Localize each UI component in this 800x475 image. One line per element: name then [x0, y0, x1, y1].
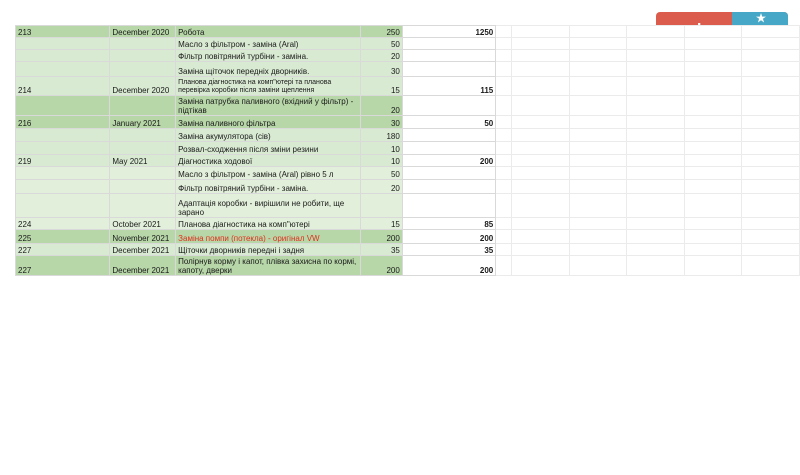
empty-cell[interactable] — [496, 129, 512, 142]
cell-record-id[interactable] — [16, 180, 110, 194]
empty-cell[interactable] — [684, 26, 742, 38]
empty-cell[interactable] — [569, 194, 627, 218]
empty-cell[interactable] — [627, 26, 685, 38]
cell-price[interactable]: 200 — [361, 256, 403, 276]
cell-date[interactable]: December 2020 — [110, 77, 176, 96]
cell-total[interactable]: 1250 — [402, 26, 495, 38]
cell-date[interactable] — [110, 142, 176, 155]
empty-cell[interactable] — [496, 155, 512, 167]
cell-record-id[interactable]: 213 — [16, 26, 110, 38]
table-row — [16, 218, 800, 230]
cell-total[interactable] — [402, 96, 495, 116]
cell-description[interactable]: Фільтр повітряний турбіни - заміна. — [176, 50, 361, 62]
empty-cell[interactable] — [684, 116, 742, 129]
table-row — [16, 77, 800, 96]
empty-cell[interactable] — [742, 116, 800, 129]
empty-cell[interactable] — [627, 256, 685, 276]
cell-date[interactable] — [110, 194, 176, 218]
empty-cell[interactable] — [569, 256, 627, 276]
cell-description[interactable]: Масло з фільтром - заміна (Aral) рівно 5 л — [176, 167, 361, 180]
empty-cell[interactable] — [569, 129, 627, 142]
empty-cell[interactable] — [496, 50, 512, 62]
empty-cell[interactable] — [512, 180, 570, 194]
empty-cell[interactable] — [569, 218, 627, 230]
empty-cell[interactable] — [627, 194, 685, 218]
cell-date[interactable]: November 2021 — [110, 230, 176, 244]
empty-cell[interactable] — [684, 50, 742, 62]
cell-total[interactable] — [402, 129, 495, 142]
empty-cell[interactable] — [496, 256, 512, 276]
cell-price[interactable] — [361, 194, 403, 218]
cell-record-id[interactable]: 214 — [16, 77, 110, 96]
cell-total[interactable]: 200 — [402, 230, 495, 244]
empty-cell[interactable] — [512, 244, 570, 256]
empty-cell[interactable] — [627, 129, 685, 142]
empty-cell[interactable] — [627, 180, 685, 194]
empty-cell[interactable] — [496, 167, 512, 180]
empty-cell[interactable] — [496, 116, 512, 129]
empty-cell[interactable] — [742, 62, 800, 77]
cell-date[interactable] — [110, 50, 176, 62]
cell-record-id[interactable]: 219 — [16, 155, 110, 167]
empty-cell[interactable] — [742, 218, 800, 230]
empty-cell[interactable] — [742, 129, 800, 142]
cell-record-id[interactable] — [16, 194, 110, 218]
empty-cell[interactable] — [496, 38, 512, 50]
empty-cell[interactable] — [627, 218, 685, 230]
cell-record-id[interactable]: 225 — [16, 230, 110, 244]
empty-cell[interactable] — [512, 194, 570, 218]
empty-cell[interactable] — [742, 38, 800, 50]
cell-date[interactable]: December 2021 — [110, 256, 176, 276]
empty-cell[interactable] — [627, 167, 685, 180]
cell-record-id[interactable]: 216 — [16, 116, 110, 129]
empty-cell[interactable] — [569, 180, 627, 194]
empty-cell[interactable] — [512, 96, 570, 116]
cell-total[interactable] — [402, 50, 495, 62]
cell-total[interactable]: 50 — [402, 116, 495, 129]
cell-description[interactable]: Заміна акумулятора (сів) — [176, 129, 361, 142]
empty-cell[interactable] — [496, 77, 512, 96]
cell-total[interactable] — [402, 142, 495, 155]
cell-description[interactable]: Заміна щіточок передніх дворників. — [176, 62, 361, 77]
cell-record-id[interactable]: 227 — [16, 244, 110, 256]
empty-cell[interactable] — [496, 218, 512, 230]
empty-cell[interactable] — [496, 142, 512, 155]
empty-cell[interactable] — [684, 244, 742, 256]
cell-record-id[interactable]: 227 — [16, 256, 110, 276]
cell-date[interactable]: December 2020 — [110, 26, 176, 38]
empty-cell[interactable] — [742, 50, 800, 62]
empty-cell[interactable] — [569, 167, 627, 180]
empty-cell[interactable] — [742, 244, 800, 256]
empty-cell[interactable] — [742, 180, 800, 194]
cell-total[interactable]: 200 — [402, 256, 495, 276]
empty-cell[interactable] — [742, 77, 800, 96]
empty-cell[interactable] — [627, 230, 685, 244]
empty-cell[interactable] — [684, 77, 742, 96]
table-row — [16, 62, 800, 77]
empty-cell[interactable] — [496, 194, 512, 218]
empty-cell[interactable] — [627, 38, 685, 50]
cell-description[interactable]: Полірнув корму і капот, плівка захисна по кормі, капоту, дверки — [176, 256, 361, 276]
cell-description[interactable]: Діагностика ходової — [176, 155, 361, 167]
cell-total[interactable] — [402, 194, 495, 218]
cell-description[interactable]: Розвал-сходження після зміни резини — [176, 142, 361, 155]
cell-record-id[interactable] — [16, 142, 110, 155]
cell-price[interactable]: 35 — [361, 244, 403, 256]
empty-cell[interactable] — [569, 230, 627, 244]
empty-cell[interactable] — [742, 194, 800, 218]
cell-price[interactable]: 15 — [361, 218, 403, 230]
service-history-sheet — [15, 25, 800, 276]
empty-cell[interactable] — [627, 96, 685, 116]
empty-cell[interactable] — [496, 180, 512, 194]
empty-cell[interactable] — [627, 244, 685, 256]
cell-date[interactable] — [110, 129, 176, 142]
empty-cell[interactable] — [684, 230, 742, 244]
cell-price[interactable]: 250 — [361, 26, 403, 38]
cell-date[interactable] — [110, 62, 176, 77]
cell-total[interactable]: 85 — [402, 218, 495, 230]
cell-price[interactable]: 30 — [361, 116, 403, 129]
cell-description[interactable]: Заміна паливного фільтра — [176, 116, 361, 129]
cell-total[interactable] — [402, 38, 495, 50]
cell-record-id[interactable] — [16, 129, 110, 142]
cell-price[interactable]: 15 — [361, 77, 403, 96]
cell-date[interactable]: December 2021 — [110, 244, 176, 256]
empty-cell[interactable] — [512, 218, 570, 230]
cell-record-id[interactable] — [16, 62, 110, 77]
cell-date[interactable] — [110, 167, 176, 180]
empty-cell[interactable] — [684, 96, 742, 116]
cell-description[interactable]: Робота — [176, 26, 361, 38]
cell-total[interactable]: 115 — [402, 77, 495, 96]
empty-cell[interactable] — [684, 129, 742, 142]
empty-cell[interactable] — [569, 244, 627, 256]
empty-cell[interactable] — [627, 155, 685, 167]
table-row — [16, 167, 800, 180]
empty-cell[interactable] — [512, 77, 570, 96]
empty-cell[interactable] — [627, 116, 685, 129]
empty-cell[interactable] — [496, 96, 512, 116]
empty-cell[interactable] — [569, 116, 627, 129]
table-row — [16, 116, 800, 129]
table-row — [16, 256, 800, 276]
cell-total[interactable] — [402, 62, 495, 77]
cell-price[interactable]: 200 — [361, 230, 403, 244]
cell-record-id[interactable] — [16, 96, 110, 116]
cell-price[interactable]: 10 — [361, 155, 403, 167]
cell-total[interactable] — [402, 167, 495, 180]
cell-date[interactable]: January 2021 — [110, 116, 176, 129]
cell-description[interactable]: Адаптація коробки - вирішили не робити, ще зарано — [176, 194, 361, 218]
table-row — [16, 194, 800, 218]
empty-cell[interactable] — [512, 155, 570, 167]
empty-cell[interactable] — [742, 167, 800, 180]
empty-cell[interactable] — [684, 167, 742, 180]
cell-record-id[interactable] — [16, 167, 110, 180]
empty-cell[interactable] — [684, 62, 742, 77]
empty-cell[interactable] — [627, 50, 685, 62]
cell-price[interactable]: 50 — [361, 167, 403, 180]
empty-cell[interactable] — [684, 218, 742, 230]
table-row — [16, 50, 800, 62]
table-row — [16, 142, 800, 155]
table-row — [16, 96, 800, 116]
empty-cell[interactable] — [569, 26, 627, 38]
empty-cell[interactable] — [569, 142, 627, 155]
empty-cell[interactable] — [512, 62, 570, 77]
empty-cell[interactable] — [742, 96, 800, 116]
empty-cell[interactable] — [569, 96, 627, 116]
empty-cell[interactable] — [742, 256, 800, 276]
cell-price[interactable]: 20 — [361, 180, 403, 194]
cell-total[interactable]: 200 — [402, 155, 495, 167]
empty-cell[interactable] — [627, 142, 685, 155]
cell-price[interactable]: 20 — [361, 50, 403, 62]
empty-cell[interactable] — [742, 26, 800, 38]
cell-date[interactable]: May 2021 — [110, 155, 176, 167]
table-row — [16, 244, 800, 256]
cell-record-id[interactable] — [16, 50, 110, 62]
cell-price[interactable]: 180 — [361, 129, 403, 142]
empty-cell[interactable] — [569, 62, 627, 77]
cell-date[interactable] — [110, 38, 176, 50]
empty-cell[interactable] — [569, 155, 627, 167]
table-row — [16, 230, 800, 244]
empty-cell[interactable] — [496, 244, 512, 256]
empty-cell[interactable] — [684, 155, 742, 167]
empty-cell[interactable] — [684, 256, 742, 276]
empty-cell[interactable] — [512, 26, 570, 38]
cell-date[interactable]: October 2021 — [110, 218, 176, 230]
cell-description[interactable]: Масло з фільтром - заміна (Aral) — [176, 38, 361, 50]
cell-record-id[interactable] — [16, 38, 110, 50]
empty-cell[interactable] — [496, 62, 512, 77]
cell-record-id[interactable]: 224 — [16, 218, 110, 230]
cell-description[interactable]: Планова діагностика на комп"ютері та планова перевірка коробки після заміни щеплення — [176, 77, 361, 96]
cell-price[interactable]: 20 — [361, 96, 403, 116]
cell-description[interactable]: Фільтр повітряний турбіни - заміна. — [176, 180, 361, 194]
table-row — [16, 129, 800, 142]
empty-cell[interactable] — [569, 77, 627, 96]
cell-description[interactable]: Щіточки дворників передні і задня — [176, 244, 361, 256]
empty-cell[interactable] — [627, 77, 685, 96]
cell-description[interactable]: Заміна помпи (потекла) - оригінал VW — [176, 230, 361, 244]
cell-description[interactable]: Заміна патрубка паливного (вхідний у фільтр) - підтікав — [176, 96, 361, 116]
star-icon — [756, 13, 766, 23]
empty-cell[interactable] — [512, 116, 570, 129]
empty-cell[interactable] — [512, 230, 570, 244]
empty-cell[interactable] — [512, 38, 570, 50]
cell-date[interactable] — [110, 180, 176, 194]
empty-cell[interactable] — [742, 230, 800, 244]
table-row — [16, 38, 800, 50]
empty-cell[interactable] — [684, 180, 742, 194]
empty-cell[interactable] — [627, 62, 685, 77]
empty-cell[interactable] — [496, 26, 512, 38]
empty-cell[interactable] — [684, 142, 742, 155]
empty-cell[interactable] — [684, 38, 742, 50]
empty-cell[interactable] — [512, 167, 570, 180]
empty-cell[interactable] — [496, 230, 512, 244]
empty-cell[interactable] — [512, 129, 570, 142]
table-row — [16, 155, 800, 167]
empty-cell[interactable] — [742, 142, 800, 155]
empty-cell[interactable] — [569, 38, 627, 50]
empty-cell[interactable] — [742, 155, 800, 167]
empty-cell[interactable] — [684, 194, 742, 218]
cell-description[interactable]: Планова діагностика на комп"ютері — [176, 218, 361, 230]
empty-cell[interactable] — [512, 256, 570, 276]
cell-price[interactable]: 10 — [361, 142, 403, 155]
empty-cell[interactable] — [569, 50, 627, 62]
empty-cell[interactable] — [512, 142, 570, 155]
table-row — [16, 26, 800, 38]
table-row — [16, 180, 800, 194]
cell-date[interactable] — [110, 96, 176, 116]
cell-total[interactable] — [402, 180, 495, 194]
cell-price[interactable]: 30 — [361, 62, 403, 77]
cell-total[interactable]: 35 — [402, 244, 495, 256]
empty-cell[interactable] — [512, 50, 570, 62]
cell-price[interactable]: 50 — [361, 38, 403, 50]
